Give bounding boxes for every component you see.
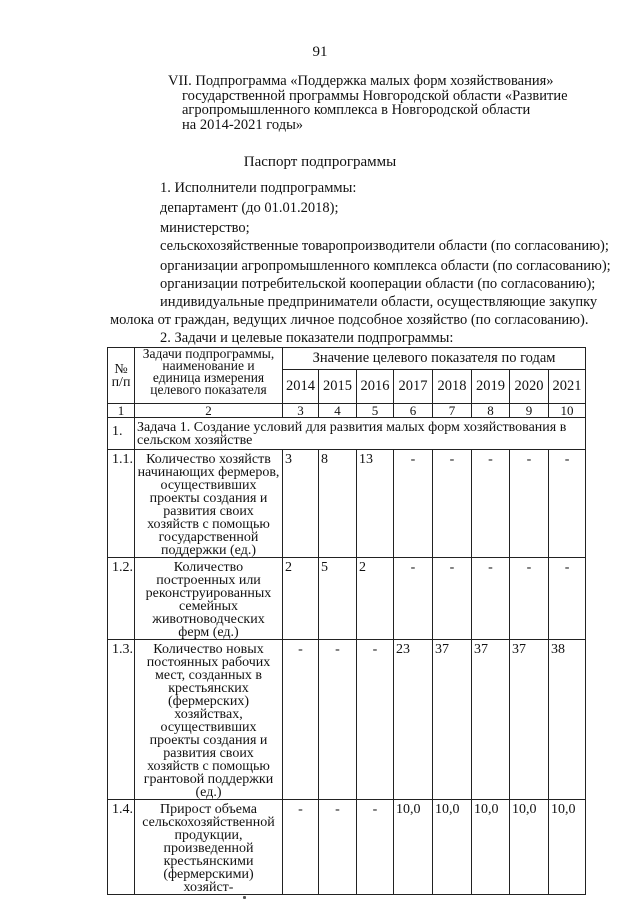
value-cell: 10,0 [510, 800, 549, 895]
value-cell: 5 [319, 558, 357, 640]
column-number: 2 [135, 404, 283, 418]
value-cell: - [357, 640, 394, 800]
subprogram-title [168, 74, 588, 132]
value-cell: - [472, 450, 510, 558]
executor-line: департамент (до 01.01.2018); [160, 200, 339, 216]
indicator-name: Количество построенных или реконструированных семейных животноводческих ферм (ед.) [135, 558, 283, 640]
value-cell: - [510, 558, 549, 640]
header-year: 2017 [394, 370, 433, 404]
table-row [108, 450, 586, 558]
header-year: 2020 [510, 370, 549, 404]
executor-line: сельскохозяйственные товаропроизводители области (по согласованию); [160, 238, 609, 254]
header-year: 2015 [319, 370, 357, 404]
table-row [108, 800, 586, 895]
value-cell: 37 [510, 640, 549, 800]
indicator-name: Количество хозяйств начинающих фермеров, осуществивших проекты создания и развития своих хозяйств с помощью государственной поддержки (ед.) [135, 450, 283, 558]
row-number: 1.3. [108, 640, 135, 800]
header-year: 2021 [549, 370, 586, 404]
row-number: 1.1. [108, 450, 135, 558]
executor-line: индивидуальные предприниматели области, осуществляющие закупку [160, 294, 598, 310]
header-tasks: Задачи подпрограммы, наименование и единица измерения целевого показателя [135, 348, 283, 404]
value-cell: 10,0 [433, 800, 472, 895]
column-number: 8 [472, 404, 510, 418]
value-cell: 10,0 [394, 800, 433, 895]
value-cell: 3 [283, 450, 319, 558]
value-cell: - [549, 558, 586, 640]
indicator-name: Прирост объема сельскохозяйственной продукции, произведенной крестьянскими (фермерскими) хозяйст- [135, 800, 283, 895]
value-cell: 38 [549, 640, 586, 800]
row-number: 1.4. [108, 800, 135, 895]
value-cell: - [433, 558, 472, 640]
indicator-name: Количество новых постоянных рабочих мест, созданных в крестьянских (фермерских) хозяйствах, осуществивших проекты создания и развития своих хозяйств с помощью грантовой поддержки (ед.) [135, 640, 283, 800]
title-line-1: VII. Подпрограмма «Поддержка малых форм хозяйствования» [168, 73, 554, 89]
value-cell: 2 [283, 558, 319, 640]
task-text: Задача 1. Создание условий для развития малых форм хозяйствования в сельском хозяйстве [135, 418, 586, 450]
header-year: 2019 [472, 370, 510, 404]
section1-heading: 1. Исполнители подпрограммы: [160, 180, 357, 196]
column-number: 4 [319, 404, 357, 418]
title-line-3: агропромышленного комплекса в Новгородской области [182, 102, 531, 118]
value-cell: - [510, 450, 549, 558]
value-cell: - [394, 450, 433, 558]
header-year: 2018 [433, 370, 472, 404]
value-cell: 23 [394, 640, 433, 800]
table-row [108, 640, 586, 800]
executor-line: организации агропромышленного комплекса области (по согласованию); [160, 258, 611, 274]
value-cell: 2 [357, 558, 394, 640]
targets-table [107, 347, 586, 895]
column-number: 7 [433, 404, 472, 418]
executor-line: министерство; [160, 220, 250, 236]
passport-heading: Паспорт подпрограммы [243, 154, 397, 170]
value-cell: - [394, 558, 433, 640]
value-cell: 10,0 [549, 800, 586, 895]
header-year: 2014 [283, 370, 319, 404]
executor-line: организации потребительской кооперации области (по согласованию); [160, 276, 596, 292]
title-line-4: на 2014-2021 годы» [182, 116, 304, 133]
column-number: 9 [510, 404, 549, 418]
value-cell: - [283, 800, 319, 895]
value-cell: - [472, 558, 510, 640]
title-line-2: государственной программы Новгородской области «Развитие [182, 87, 568, 104]
value-cell: - [549, 450, 586, 558]
value-cell: - [319, 640, 357, 800]
section2-heading: 2. Задачи и целевые показатели подпрограммы: [160, 330, 454, 346]
column-number: 10 [549, 404, 586, 418]
value-cell: 8 [319, 450, 357, 558]
column-number: 6 [394, 404, 433, 418]
row-number: 1.2. [108, 558, 135, 640]
header-values: Значение целевого показателя по годам [283, 348, 586, 370]
header-year: 2016 [357, 370, 394, 404]
page-number: 91 [312, 44, 328, 60]
header-no: № п/п [108, 348, 135, 404]
value-cell: - [319, 800, 357, 895]
value-cell: - [357, 800, 394, 895]
value-cell: 37 [433, 640, 472, 800]
value-cell: 37 [472, 640, 510, 800]
executor-line: молока от граждан, ведущих личное подсобное хозяйство (по согласованию). [110, 312, 589, 328]
task-number: 1. [108, 418, 135, 450]
column-number: 5 [357, 404, 394, 418]
value-cell: 10,0 [472, 800, 510, 895]
table-row [108, 558, 586, 640]
value-cell: - [433, 450, 472, 558]
column-number: 3 [283, 404, 319, 418]
scan-mark [243, 896, 246, 899]
value-cell: 13 [357, 450, 394, 558]
column-number: 1 [108, 404, 135, 418]
value-cell: - [283, 640, 319, 800]
